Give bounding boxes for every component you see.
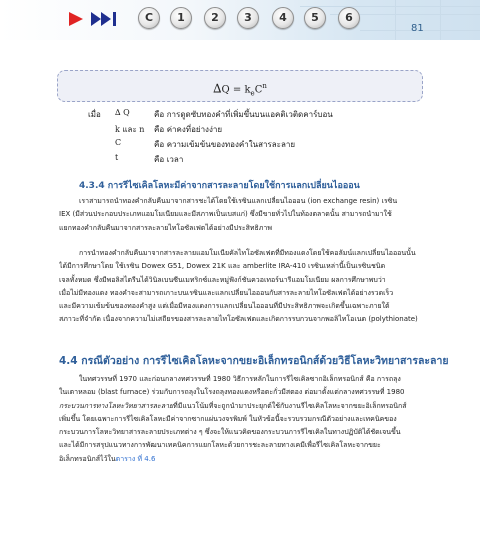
definition-desc: คือ ค่าคงที่อย่างง่าย [154, 125, 223, 134]
nav-chapter-6-button[interactable]: 6 [338, 7, 360, 29]
formula-lhs: Q [221, 84, 230, 96]
nav-chapter-5-button[interactable]: 5 [304, 7, 326, 29]
formula-c: C [254, 84, 263, 96]
section-heading-4-4: 4.4 กรณีตัวอย่าง การรีไซเคิลโลหะจากขยะอิเล็กทรอนิกส์ด้วยวิธีโลหะวิทยาสารละลาย [59, 355, 449, 367]
fast-forward-icon[interactable] [91, 12, 119, 26]
paragraph-line: ได้มีการศึกษาโดย ใช้เรซิน Dowex G51, Dowex 21K และ amberlite IRA-410 เรซินเหล่านี้เป็นเรซินชนิด [59, 262, 386, 271]
nav-chapter-c-button[interactable]: C [138, 7, 160, 29]
nav-chapter-2-button[interactable]: 2 [204, 7, 226, 29]
paragraph-line: การนำทองคำกลับคืนมาจากสารละลายแอมโมเนียคัลไทโอซัลเฟตที่มีทองแดงโดยใช้คอลัมน์แลกเปลี่ยนไอออนนั้น [79, 249, 416, 257]
formula-sup: n [262, 82, 267, 90]
definition-symbol: C [115, 138, 122, 147]
paragraph-line: ในเตาหลอม (blast furnace) ร่วมกับการถลุงในโรงถลุงทองแดงหรือตะกั่วมีสตอง ต่อมาตั้งแต่กลางทศวรรษที่ 1980 [59, 388, 405, 397]
paragraph-line: แยกทองคำกลับคืนมาจากสารละลายไทโอซัลเฟตได้อย่างมีประสิทธิภาพ [59, 223, 272, 232]
delta-symbol: ∆ [213, 81, 222, 96]
nav-chapter-4-button[interactable]: 4 [272, 7, 294, 29]
paragraph-line: และได้มีการสรุปแนวทางการพัฒนาเทคนิคการแยกโลหะด้วยการชะละลายทางเคมีเพื่อรีไซเคิลโลหะจากขยะ [59, 441, 381, 450]
paragraph-line-rest: ที่มีแนวโน้มที่จะถูกนำมาประยุกต์ใช้กับงานรีไซเคิลโลหะจากขยะอิเล็กทรอนิกส์ [173, 401, 407, 410]
definition-symbol: k และ n [115, 125, 145, 134]
page-number: 81 [411, 23, 424, 34]
paragraph-line: และมีความเข้มข้นของทองคำสูง แต่เมื่อมีทองแดงการแลกเปลี่ยนไอออนที่มีประสิทธิภาพจะเกิดขึ้นเฉพาะภายใต้ [59, 302, 390, 311]
paragraph-line: IEX (มีส่วนประกอบประเภทแอมโมเนียมและมีสภาพเป็นเบสแก่) ซึ่งมีขายทั่วไปในท้องตลาดนั้น สามารถนำมาใช้ [59, 210, 392, 219]
definition-desc: คือ การดูดซับทองคำที่เพิ่มขึ้นบนแอคติเวติดคาร์บอน [154, 110, 333, 119]
page-header [0, 0, 480, 40]
definition-symbol: t [115, 153, 119, 162]
paragraph-line: เราสามารถนำทองคำกลับคืนมาจากสารชะได้โดยใช้เรซินแลกเปลี่ยนไอออน (ion exchange resin) เรซิน [79, 197, 398, 205]
paragraph-line: เมื่อไม่มีทองแดง ทองคำจะสามารถเกาะบนเรซินและแลกเปลี่ยนไอออนกับสารละลายไทโอซัลเฟตได้อย่างรวดเร็ว [59, 288, 394, 297]
definition-symbol: ∆ Q [115, 108, 130, 117]
paragraph-line: เพิ่มขึ้น โดยเฉพาะการรีไซเคิลโลหะมีค่าจากซากแผ่นวงจรพิมพ์ ในหัวข้อนี้จะรวบรวมกรณีตัวอย่างและเทคนิคของ [59, 414, 397, 423]
definition-desc: คือ ความเข้มข้นของทองคำในสารละลาย [154, 140, 296, 149]
formula-k: k [244, 84, 251, 96]
paragraph-line: ในทศวรรษที่ 1970 และก่อนกลางทศวรรษที่ 1980 วิธีการหลักในการรีไซเคิลซากอิเล็กทรอนิกส์ คือ การถลุง [79, 375, 401, 383]
formula-sub: e [250, 89, 255, 98]
play-icon[interactable] [69, 12, 83, 26]
definition-desc: คือ เวลา [154, 155, 184, 164]
definition-lead: เมื่อ [88, 110, 101, 119]
formula-box: $\Delta Q = k_eC^n$ [57, 70, 423, 102]
paragraph-line-lead: อิเล็กทรอนิกส์ไว้ใน [59, 454, 116, 463]
nav-chapter-1-button[interactable]: 1 [170, 7, 192, 29]
table-4-6-link[interactable]: ตาราง ที่ 4.6 [115, 454, 156, 463]
section-heading-4-3-4: 4.3.4 การรีไซเคิลโลหะมีค่าจากสารละลายโดยใช้การแลกเปลี่ยนไอออน [79, 181, 360, 191]
paragraph-4-3-4-a [59, 195, 423, 235]
nav-chapter-3-button[interactable]: 3 [237, 7, 259, 29]
paragraph-4-4 [59, 373, 423, 466]
paragraph-line [59, 400, 423, 413]
paragraph-line: สภาวะที่จำกัด เนื่องจากความไม่เสถียรของสารละลายไทโอซัลเฟตและเกิดการรบกวนจากพอลิไทโอเนต (polythionate) [59, 315, 418, 324]
paragraph-line: เจลทั้งหมด ซึ่งมีพอลิสไตรีนได้วินิลเบนซีนเมทริกซ์และหมู่ฟังก์ชันควอเทอร์นารีแอมโมเนียม ผลการศึกษาพบว่า [59, 275, 386, 284]
paragraph-line [59, 453, 423, 466]
italic-phrase: กระบวนการทางโลหะวิทยาสารละลาย [59, 401, 174, 410]
paragraph-line: กระบวนการโลหะวิทยาสารละลายประเภทต่าง ๆ ซึ่งจะให้แนวคิดของกระบวนการรีไซเคิลในทางปฏิบัติได้ชัดเจนขึ้น [59, 428, 401, 437]
paragraph-4-3-4-b [59, 247, 423, 327]
